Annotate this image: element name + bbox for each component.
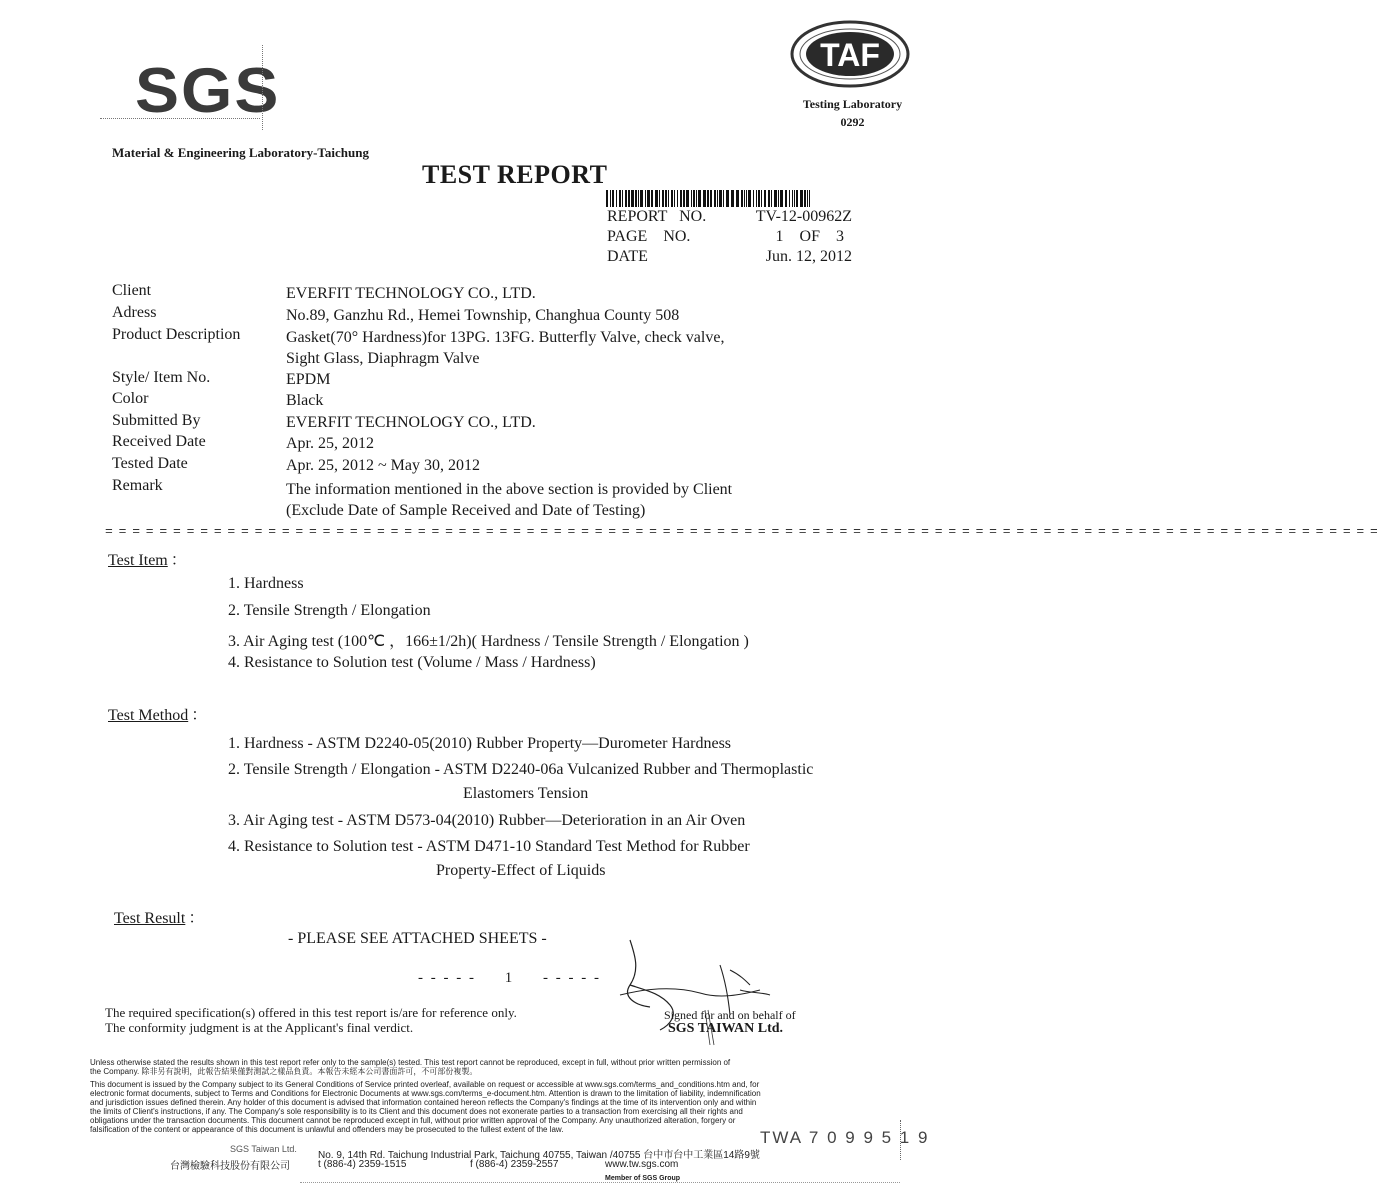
test-item-heading-text: Test Item: [108, 552, 168, 569]
meta-value: Jun. 12, 2012: [765, 248, 852, 265]
fine-print-1: [90, 1058, 880, 1076]
barcode-bar: [764, 190, 766, 207]
barcode-bar: [741, 190, 743, 207]
barcode-bar: [717, 190, 718, 207]
heading-colon: ：: [191, 707, 208, 724]
barcode-bar: [807, 190, 808, 207]
test-result-heading-text: Test Result: [114, 910, 186, 927]
barcode-bar: [756, 190, 757, 207]
barcode: [606, 190, 812, 207]
fine-print-line: This document is issued by the Company subject to its General Conditions of Service printed overleaf, available on request or accessible at www.sgs.com/terms_and_conditions.htm and, for: [90, 1080, 760, 1089]
disclaimer: [105, 1005, 517, 1035]
barcode-bar: [683, 190, 685, 207]
barcode-bar: [731, 190, 734, 207]
info-value-remark-line1: The information mentioned in the above section is provided by Client: [286, 481, 733, 498]
footer-tel: t (886-4) 2359-1515: [318, 1159, 407, 1170]
barcode-bar: [655, 190, 658, 207]
barcode-bar: [792, 190, 793, 207]
barcode-bar: [710, 190, 712, 207]
barcode-bar: [744, 190, 745, 207]
footer-web: www.tw.sgs.com: [605, 1159, 679, 1170]
test-item-2: 2. Tensile Strength / Elongation: [228, 602, 431, 619]
barcode-bar: [714, 190, 716, 207]
footer-company-en: SGS Taiwan Ltd.: [230, 1144, 297, 1154]
info-value-color: Black: [286, 392, 324, 409]
test-result-heading: [114, 905, 204, 928]
barcode-bar: [645, 190, 646, 207]
barcode-bar: [622, 190, 623, 207]
barcode-bar: [809, 190, 810, 207]
barcode-bar: [794, 190, 795, 207]
taf-caption: [800, 95, 905, 131]
disclaimer-line2: The conformity judgment is at the Applicant's final verdict.: [105, 1020, 414, 1035]
barcode-bar: [723, 190, 724, 207]
barcode-bar: [726, 190, 729, 207]
footer-address: No. 9, 14th Rd. Taichung Industrial Park, Taichung 40755, Taiwan /40755 台中市台中工業區14路9號: [318, 1150, 760, 1161]
fine-print-line: the Company. 除非另有說明，此報告結果僅對測試之樣品負責。本報告未經本公司書面許可，不可部份複製。: [90, 1067, 478, 1076]
barcode-bar: [693, 190, 695, 207]
signing-company: SGS TAIWAN Ltd.: [668, 1021, 784, 1036]
barcode-bar: [800, 190, 803, 207]
barcode-bar: [616, 190, 617, 207]
barcode-bar: [761, 190, 762, 207]
info-value-remark-line2: (Exclude Date of Sample Received and Date of Testing): [286, 502, 646, 519]
page-marker: - - - - - 1 - - - - -: [418, 970, 601, 986]
barcode-bar: [659, 190, 660, 207]
report-meta: [607, 207, 852, 267]
barcode-bar: [758, 190, 760, 207]
barcode-bar: [628, 190, 630, 207]
meta-label: PAGE NO.: [607, 228, 691, 245]
barcode-bar: [778, 190, 779, 207]
footer-fax: f (886-4) 2359-2557: [470, 1159, 559, 1170]
barcode-bar: [780, 190, 783, 207]
info-value-submitted: EVERFIT TECHNOLOGY CO., LTD.: [286, 414, 536, 431]
test-method-4-line2: Property-Effect of Liquids: [436, 862, 606, 879]
barcode-bar: [698, 190, 701, 207]
heading-colon: ：: [188, 910, 205, 927]
barcode-bar: [789, 190, 790, 207]
info-label-received: Received Date: [112, 433, 206, 450]
lab-name: Material & Engineering Laboratory-Taichung: [112, 145, 369, 160]
info-label-address: Adress: [112, 304, 157, 321]
test-method-3: 3. Air Aging test - ASTM D573-04(2010) Rubber—Deterioration in an Air Oven: [228, 812, 746, 829]
barcode-bar: [619, 190, 621, 207]
barcode-bar: [774, 190, 777, 207]
fine-print-line: falsification of the content or appearance of this document is unlawful and offenders may be prosecuted to the fullest extent of the law.: [90, 1125, 564, 1134]
report-no-row: [607, 207, 852, 227]
disclaimer-line1: The required specification(s) offered in this test report is/are for reference only.: [105, 1005, 517, 1020]
barcode-bar: [736, 190, 739, 207]
barcode-bar: [610, 190, 611, 207]
barcode-bar: [665, 190, 667, 207]
test-method-1: 1. Hardness - ASTM D2240-05(2010) Rubber Property—Durometer Hardness: [228, 735, 732, 752]
date-row: [607, 247, 852, 267]
barcode-bar: [746, 190, 747, 207]
page-no-row: [607, 227, 852, 247]
meta-value: 1 OF 3: [775, 228, 844, 245]
barcode-bar: [612, 190, 614, 207]
logo-underline: [100, 118, 260, 119]
info-label-submitted: Submitted By: [112, 412, 201, 429]
footer-company-zh: 台灣檢驗科技股份有限公司: [170, 1161, 290, 1172]
barcode-bar: [671, 190, 673, 207]
taf-caption-line1: Testing Laboratory: [802, 97, 903, 111]
info-value-tested: Apr. 25, 2012 ~ May 30, 2012: [286, 457, 480, 474]
fine-print-line: electronic format documents, subject to Terms and Conditions for Electronic Documents at www.sgs.com/terms_e-document.htm. Attention is drawn to the limitation of liability, indemnification: [90, 1089, 761, 1098]
see-attached-text: - PLEASE SEE ATTACHED SHEETS -: [288, 930, 547, 947]
meta-label: DATE: [607, 248, 648, 265]
barcode-bar: [638, 190, 639, 207]
info-label-remark: Remark: [112, 477, 163, 494]
barcode-bar: [668, 190, 669, 207]
barcode-bar: [691, 190, 692, 207]
barcode-bar: [662, 190, 664, 207]
test-method-4-line1: 4. Resistance to Solution test - ASTM D471-10 Standard Test Method for Rubber: [228, 838, 750, 855]
taf-logo-text: TAF: [820, 37, 880, 73]
barcode-bar: [647, 190, 650, 207]
info-label-color: Color: [112, 390, 149, 407]
info-label-style: Style/ Item No.: [112, 369, 211, 386]
info-value-received: Apr. 25, 2012: [286, 435, 374, 452]
barcode-bar: [635, 190, 637, 207]
test-method-heading: [108, 702, 207, 725]
barcode-bar: [768, 190, 770, 207]
barcode-bar: [719, 190, 722, 207]
barcode-bar: [680, 190, 682, 207]
test-method-heading-text: Test Method: [108, 707, 189, 724]
taf-caption-line2: 0292: [840, 115, 865, 129]
barcode-bar: [677, 190, 678, 207]
barcode-bar: [674, 190, 675, 207]
info-label-client: Client: [112, 282, 152, 299]
test-item-1: 1. Hardness: [228, 575, 304, 592]
fine-print-line: the limits of Client's instructions, if any. The Company's sole responsibility is to its Client and this document does not exonerate parties to a transaction from exercising all their rights and: [90, 1107, 743, 1116]
barcode-bar: [686, 190, 689, 207]
fine-print-line: Unless otherwise stated the results shown in this test report refer only to the sample(s) tested. This test report cannot be reproduced, except in full, without prior written permission of: [90, 1058, 731, 1067]
test-method-2-line2: Elastomers Tension: [463, 785, 589, 802]
barcode-bar: [804, 190, 806, 207]
section-divider: [105, 522, 1377, 539]
info-value-product-line1: Gasket(70° Hardness)for 13PG. 13FG. Butterfly Valve, check valve,: [286, 329, 725, 346]
barcode-bar: [707, 190, 709, 207]
vertical-dots: [900, 1120, 901, 1160]
meta-value: TV-12-00962Z: [755, 208, 852, 225]
page-title: TEST REPORT: [422, 160, 608, 189]
test-method-2-line1: 2. Tensile Strength / Elongation - ASTM D2240-06a Vulcanized Rubber and Thermoplastic: [228, 761, 814, 778]
fine-print-line: obligations under the transaction documents. This document cannot be reproduced except in full, without prior written approval of the Company. Any unauthorized alteration, forgery or: [90, 1116, 736, 1125]
logo-divider: [262, 45, 263, 130]
heading-colon: ：: [170, 552, 187, 569]
test-item-3: 3. Air Aging test (100℃ ，166±1/2h)( Hardness / Tensile Strength / Elongation ): [228, 633, 749, 650]
footer-rule: [300, 1182, 900, 1183]
barcode-bar: [785, 190, 787, 207]
info-value-style: EPDM: [286, 371, 331, 388]
info-value-client: EVERFIT TECHNOLOGY CO., LTD.: [286, 285, 536, 302]
fine-print-line: and jurisdiction issues defined therein. Any holder of this document is advised that information contained hereon reflects the Company's findings at the time of its intervention only and within: [90, 1098, 757, 1107]
barcode-bar: [640, 190, 643, 207]
barcode-bar: [606, 190, 608, 207]
info-label-tested: Tested Date: [112, 455, 188, 472]
info-value-address: No.89, Ganzhu Rd., Hemei Township, Changhua County 508: [286, 307, 680, 324]
fine-print-2: [90, 1080, 880, 1134]
barcode-bar: [625, 190, 627, 207]
barcode-bar: [771, 190, 772, 207]
test-item-4: 4. Resistance to Solution test (Volume / Mass / Hardness): [228, 654, 596, 671]
barcode-bar: [631, 190, 634, 207]
taf-logo: [790, 18, 910, 98]
info-value-product-line2: Sight Glass, Diaphragm Valve: [286, 350, 480, 367]
barcode-bar: [696, 190, 697, 207]
signed-on-behalf: Signed for and on behalf of: [664, 1008, 796, 1022]
barcode-bar: [753, 190, 754, 207]
sgs-logo: SGS: [135, 54, 281, 126]
meta-label: REPORT NO.: [607, 208, 707, 225]
info-label-product: Product Description: [112, 326, 241, 343]
barcode-bar: [651, 190, 653, 207]
divider-line: = = = = = = = = = = = = = = = = = = = = = = = = = = = = = = = = = = = = = = = = = = = = = = = = = = = = = = = = = = = = = = = = = = = = = = = = = = = = = = = = = = = = = = = = = = = = = =: [105, 524, 1377, 539]
barcode-bar: [796, 190, 798, 207]
serial-number: TWA 7 0 9 9 5 1 9: [760, 1128, 930, 1147]
test-item-heading: [108, 547, 187, 570]
barcode-bar: [748, 190, 751, 207]
footer-member: Member of SGS Group: [605, 1175, 681, 1182]
barcode-bar: [703, 190, 706, 207]
